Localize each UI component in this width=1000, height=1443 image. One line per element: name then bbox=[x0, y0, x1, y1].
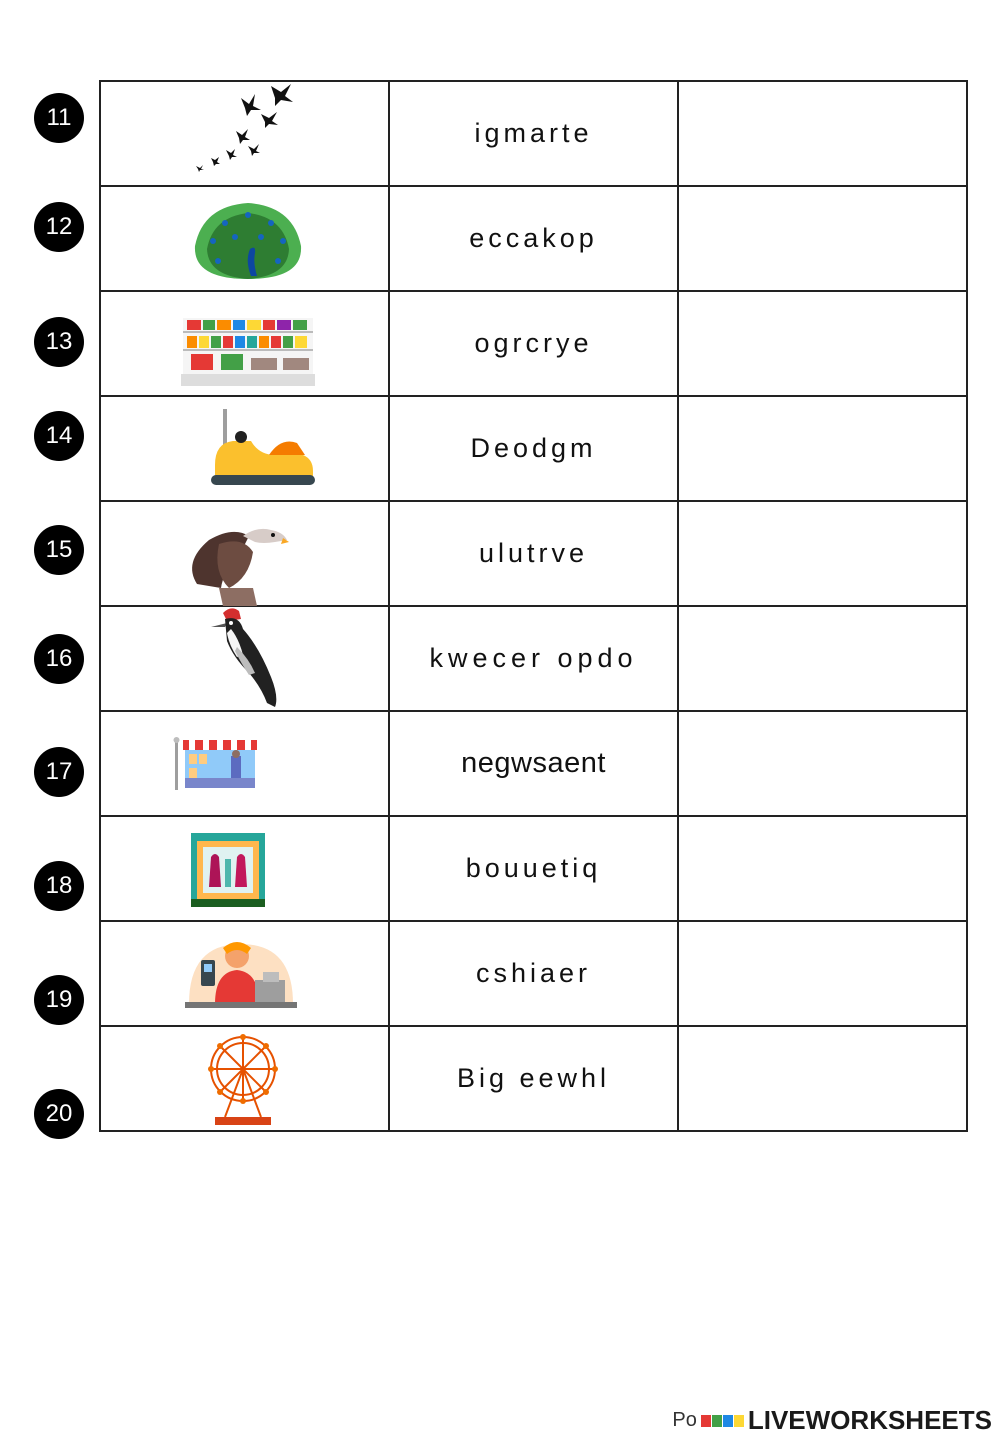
answer-input[interactable] bbox=[679, 502, 966, 605]
scrambled-word-text: kwecer opdo bbox=[429, 643, 638, 673]
scrambled-word: cshiaer bbox=[389, 921, 678, 1026]
liveworksheets-logo-icon bbox=[701, 1415, 744, 1427]
answer-input[interactable] bbox=[679, 187, 966, 290]
ferris-wheel-icon bbox=[205, 1033, 281, 1127]
newsstand-icon bbox=[173, 736, 259, 792]
answer-cell bbox=[678, 501, 967, 606]
picture-cell bbox=[100, 711, 389, 816]
answer-input[interactable] bbox=[679, 292, 966, 395]
table-row bbox=[100, 816, 967, 921]
footer-brand bbox=[672, 1405, 992, 1436]
row-number-badge: 14 bbox=[34, 411, 84, 461]
answer-cell bbox=[678, 186, 967, 291]
picture-cell bbox=[100, 921, 389, 1026]
answer-cell bbox=[678, 396, 967, 501]
row-number-badge: 15 bbox=[34, 525, 84, 575]
cashier-icon bbox=[185, 934, 297, 1008]
row-number-badge: 13 bbox=[34, 317, 84, 367]
answer-cell bbox=[678, 816, 967, 921]
answer-cell bbox=[678, 291, 967, 396]
table-row bbox=[100, 291, 967, 396]
row-number-badge: 11 bbox=[34, 93, 84, 143]
row-number-badge: 12 bbox=[34, 202, 84, 252]
bumper-car-icon bbox=[211, 407, 315, 489]
picture-cell bbox=[100, 606, 389, 711]
table-row bbox=[100, 921, 967, 1026]
table-row bbox=[100, 501, 967, 606]
answer-cell bbox=[678, 711, 967, 816]
answer-input[interactable] bbox=[679, 817, 966, 920]
picture-cell bbox=[100, 81, 389, 186]
scrambled-word: negwsaent bbox=[389, 711, 678, 816]
scrambled-word: ulutrve bbox=[389, 501, 678, 606]
woodpecker-icon bbox=[209, 607, 289, 709]
scrambled-word: ogrcrye bbox=[389, 291, 678, 396]
scrambled-word: Big eewhl bbox=[389, 1026, 678, 1131]
scrambled-word: Deodgm bbox=[389, 396, 678, 501]
picture-cell bbox=[100, 501, 389, 606]
picture-cell bbox=[100, 1026, 389, 1131]
answer-input[interactable] bbox=[679, 397, 966, 500]
picture-cell bbox=[100, 291, 389, 396]
table-row bbox=[100, 606, 967, 711]
scrambled-word: eccakop bbox=[389, 186, 678, 291]
answer-cell bbox=[678, 1026, 967, 1131]
row-number-badge: 20 bbox=[34, 1089, 84, 1139]
table-row bbox=[100, 396, 967, 501]
migrating-birds-icon bbox=[186, 76, 306, 176]
scrambled-word bbox=[389, 606, 678, 711]
row-number-badge: 16 bbox=[34, 634, 84, 684]
picture-cell bbox=[100, 186, 389, 291]
table-row bbox=[100, 81, 967, 186]
row-number-badge: 18 bbox=[34, 861, 84, 911]
boutique-icon bbox=[191, 833, 265, 907]
answer-input[interactable] bbox=[679, 712, 966, 815]
answer-cell bbox=[678, 921, 967, 1026]
answer-input[interactable] bbox=[679, 922, 966, 1025]
footer-prefix: Po bbox=[672, 1409, 697, 1431]
grocery-shelves-icon bbox=[181, 314, 315, 386]
answer-input[interactable] bbox=[679, 82, 966, 185]
answer-cell bbox=[678, 81, 967, 186]
vulture-icon bbox=[183, 522, 289, 606]
peacock-icon bbox=[193, 201, 303, 281]
answer-cell bbox=[678, 606, 967, 711]
row-number-badge: 19 bbox=[34, 975, 84, 1025]
footer-brand-text[interactable]: LIVEWORKSHEETS bbox=[747, 1405, 992, 1435]
answer-input[interactable] bbox=[679, 607, 966, 710]
table-row bbox=[100, 1026, 967, 1131]
row-number-badge: 17 bbox=[34, 747, 84, 797]
answer-input[interactable] bbox=[679, 1027, 966, 1130]
table-row bbox=[100, 711, 967, 816]
table-row bbox=[100, 186, 967, 291]
picture-cell bbox=[100, 396, 389, 501]
word-scramble-table bbox=[99, 80, 968, 1132]
scrambled-word: bouuetiq bbox=[389, 816, 678, 921]
scrambled-word: igmarte bbox=[389, 81, 678, 186]
picture-cell bbox=[100, 816, 389, 921]
